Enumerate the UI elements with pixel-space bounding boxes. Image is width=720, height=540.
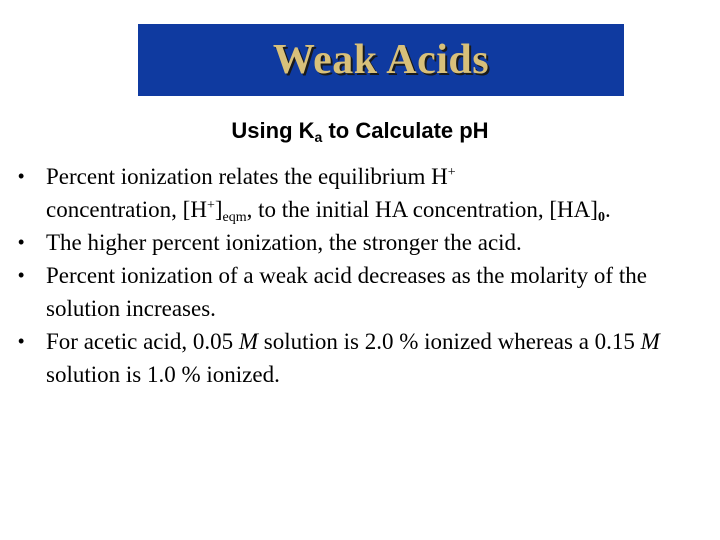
superscript-plus: + (206, 198, 215, 213)
bullet-icon: • (18, 232, 25, 252)
bullet-item (18, 259, 708, 325)
molarity-unit: M (640, 329, 660, 354)
molarity-unit: M (238, 329, 259, 354)
bullet-text: The higher percent ionization, the stronger the acid. (46, 230, 522, 255)
bullet-icon: • (18, 331, 25, 351)
subscript-zero: 0 (597, 210, 605, 225)
subscript-eqm: eqm (222, 210, 247, 225)
bullet-icon: • (18, 265, 25, 285)
bullet-item (18, 160, 708, 226)
title-banner (138, 24, 624, 96)
subtitle-suffix: to Calculate pH (322, 118, 489, 143)
bullet-text: For acetic acid, 0.05 (46, 329, 239, 354)
bullet-list (18, 160, 708, 391)
bullet-icon: • (18, 166, 25, 186)
bullet-item (18, 325, 708, 391)
subtitle-prefix: Using K (231, 118, 315, 143)
slide-subtitle (0, 118, 720, 145)
bullet-text: . (604, 197, 611, 222)
bullet-text: Percent ionization relates the equilibrium H (46, 164, 448, 189)
superscript-plus: + (447, 165, 456, 180)
bullet-text: , to the initial HA concentration, [HA] (246, 197, 598, 222)
bullet-text: concentration, [H (46, 197, 207, 222)
bullet-text: solution is 1.0 % ionized. (46, 362, 280, 387)
bullet-item (18, 226, 708, 259)
bullet-text: Percent ionization of a weak acid decreases as the molarity of the solution increases. (46, 263, 647, 321)
subtitle-subscript: a (314, 129, 323, 145)
slide-title: Weak Acids (272, 37, 490, 83)
bullet-text: solution is 2.0 % ionized whereas a 0.15 (258, 329, 641, 354)
bullet-text: ] (214, 197, 223, 222)
